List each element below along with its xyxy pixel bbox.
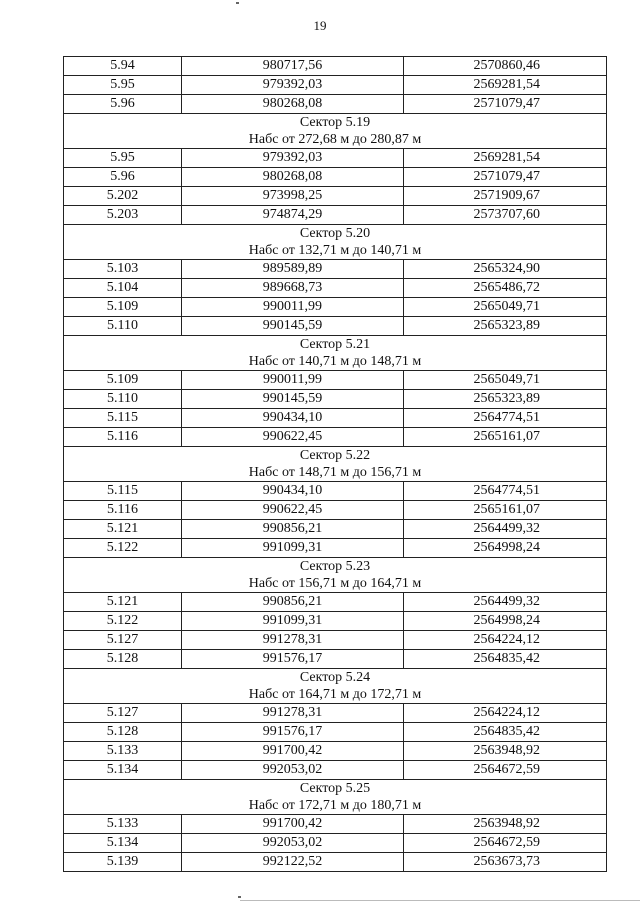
sector-header <box>64 558 607 593</box>
table-row <box>64 612 607 631</box>
point-number-cell: 5.139 <box>64 853 182 872</box>
table-row <box>64 317 607 336</box>
x-coordinate-cell: 973998,25 <box>182 187 404 206</box>
sector-title: Сектор 5.19 <box>299 115 371 130</box>
sector-height-range: Набс от 140,71 м до 148,71 м <box>248 354 422 369</box>
point-number-cell: 5.110 <box>64 390 182 409</box>
sector-title: Сектор 5.23 <box>299 559 371 574</box>
point-number-cell: 5.133 <box>64 742 182 761</box>
point-number-cell: 5.116 <box>64 501 182 520</box>
table-row <box>64 520 607 539</box>
table-row <box>64 650 607 669</box>
sector-height-range: Набс от 164,71 м до 172,71 м <box>248 687 422 702</box>
x-coordinate-cell: 979392,03 <box>182 149 404 168</box>
sector-header-row <box>64 447 607 482</box>
x-coordinate-cell: 990434,10 <box>182 482 404 501</box>
y-coordinate-cell: 2565049,71 <box>404 371 607 390</box>
sector-title: Сектор 5.25 <box>299 781 371 796</box>
sector-header-row <box>64 669 607 704</box>
table-row <box>64 761 607 780</box>
y-coordinate-cell: 2564499,32 <box>404 520 607 539</box>
y-coordinate-cell: 2565049,71 <box>404 298 607 317</box>
sector-header-row <box>64 114 607 149</box>
y-coordinate-cell: 2564774,51 <box>404 482 607 501</box>
table-row <box>64 815 607 834</box>
x-coordinate-cell: 990856,21 <box>182 520 404 539</box>
table-row <box>64 428 607 447</box>
y-coordinate-cell: 2564998,24 <box>404 612 607 631</box>
table-row <box>64 149 607 168</box>
point-number-cell: 5.96 <box>64 168 182 187</box>
y-coordinate-cell: 2563948,92 <box>404 742 607 761</box>
y-coordinate-cell: 2570860,46 <box>404 57 607 76</box>
y-coordinate-cell: 2564499,32 <box>404 593 607 612</box>
table-row <box>64 298 607 317</box>
sector-title: Сектор 5.21 <box>299 337 371 352</box>
y-coordinate-cell: 2565486,72 <box>404 279 607 298</box>
point-number-cell: 5.127 <box>64 704 182 723</box>
table-row <box>64 834 607 853</box>
sector-header-row <box>64 780 607 815</box>
point-number-cell: 5.95 <box>64 149 182 168</box>
x-coordinate-cell: 991576,17 <box>182 650 404 669</box>
x-coordinate-cell: 990434,10 <box>182 409 404 428</box>
sector-header-row <box>64 336 607 371</box>
table-row <box>64 409 607 428</box>
sector-header <box>64 669 607 704</box>
x-coordinate-cell: 979392,03 <box>182 76 404 95</box>
table-row <box>64 260 607 279</box>
x-coordinate-cell: 991700,42 <box>182 815 404 834</box>
point-number-cell: 5.122 <box>64 612 182 631</box>
x-coordinate-cell: 992053,02 <box>182 761 404 780</box>
point-number-cell: 5.115 <box>64 409 182 428</box>
table-row <box>64 76 607 95</box>
point-number-cell: 5.134 <box>64 834 182 853</box>
point-number-cell: 5.121 <box>64 593 182 612</box>
y-coordinate-cell: 2563673,73 <box>404 853 607 872</box>
y-coordinate-cell: 2573707,60 <box>404 206 607 225</box>
sector-header <box>64 780 607 815</box>
x-coordinate-cell: 991576,17 <box>182 723 404 742</box>
y-coordinate-cell: 2564774,51 <box>404 409 607 428</box>
x-coordinate-cell: 992122,52 <box>182 853 404 872</box>
y-coordinate-cell: 2571079,47 <box>404 168 607 187</box>
y-coordinate-cell: 2564998,24 <box>404 539 607 558</box>
x-coordinate-cell: 989589,89 <box>182 260 404 279</box>
page-bottom-edge <box>240 900 640 901</box>
point-number-cell: 5.127 <box>64 631 182 650</box>
y-coordinate-cell: 2569281,54 <box>404 76 607 95</box>
point-number-cell: 5.116 <box>64 428 182 447</box>
sector-header-row <box>64 558 607 593</box>
x-coordinate-cell: 991700,42 <box>182 742 404 761</box>
x-coordinate-cell: 980268,08 <box>182 95 404 114</box>
x-coordinate-cell: 990145,59 <box>182 390 404 409</box>
point-number-cell: 5.95 <box>64 76 182 95</box>
sector-height-range: Набс от 132,71 м до 140,71 м <box>248 243 422 258</box>
y-coordinate-cell: 2563948,92 <box>404 815 607 834</box>
page-number: 19 <box>313 18 327 33</box>
scan-artifact <box>238 896 241 898</box>
x-coordinate-cell: 990622,45 <box>182 501 404 520</box>
sector-height-range: Набс от 148,71 м до 156,71 м <box>248 465 422 480</box>
point-number-cell: 5.202 <box>64 187 182 206</box>
point-number-cell: 5.109 <box>64 371 182 390</box>
y-coordinate-cell: 2569281,54 <box>404 149 607 168</box>
table-row <box>64 704 607 723</box>
coordinates-table-body <box>64 57 607 872</box>
point-number-cell: 5.203 <box>64 206 182 225</box>
table-row <box>64 57 607 76</box>
y-coordinate-cell: 2571909,67 <box>404 187 607 206</box>
sector-header <box>64 225 607 260</box>
sector-header <box>64 114 607 149</box>
x-coordinate-cell: 991099,31 <box>182 539 404 558</box>
point-number-cell: 5.128 <box>64 650 182 669</box>
table-row <box>64 593 607 612</box>
point-number-cell: 5.104 <box>64 279 182 298</box>
y-coordinate-cell: 2565323,89 <box>404 317 607 336</box>
y-coordinate-cell: 2564224,12 <box>404 631 607 650</box>
x-coordinate-cell: 990622,45 <box>182 428 404 447</box>
y-coordinate-cell: 2565324,90 <box>404 260 607 279</box>
sector-height-range: Набс от 156,71 м до 164,71 м <box>248 576 422 591</box>
y-coordinate-cell: 2571079,47 <box>404 95 607 114</box>
x-coordinate-cell: 990011,99 <box>182 371 404 390</box>
point-number-cell: 5.133 <box>64 815 182 834</box>
point-number-cell: 5.128 <box>64 723 182 742</box>
point-number-cell: 5.109 <box>64 298 182 317</box>
table-row <box>64 187 607 206</box>
y-coordinate-cell: 2564224,12 <box>404 704 607 723</box>
x-coordinate-cell: 990011,99 <box>182 298 404 317</box>
y-coordinate-cell: 2565323,89 <box>404 390 607 409</box>
scan-artifact <box>236 2 239 4</box>
x-coordinate-cell: 980717,56 <box>182 57 404 76</box>
table-row <box>64 168 607 187</box>
table-row <box>64 853 607 872</box>
x-coordinate-cell: 991278,31 <box>182 631 404 650</box>
y-coordinate-cell: 2564835,42 <box>404 650 607 669</box>
point-number-cell: 5.115 <box>64 482 182 501</box>
coordinates-table <box>63 56 607 872</box>
sector-title: Сектор 5.24 <box>299 670 371 685</box>
table-row <box>64 390 607 409</box>
table-row <box>64 95 607 114</box>
sector-title: Сектор 5.20 <box>299 226 371 241</box>
point-number-cell: 5.96 <box>64 95 182 114</box>
x-coordinate-cell: 992053,02 <box>182 834 404 853</box>
x-coordinate-cell: 990145,59 <box>182 317 404 336</box>
point-number-cell: 5.110 <box>64 317 182 336</box>
point-number-cell: 5.122 <box>64 539 182 558</box>
sector-title: Сектор 5.22 <box>299 448 371 463</box>
point-number-cell: 5.103 <box>64 260 182 279</box>
table-row <box>64 539 607 558</box>
table-row <box>64 371 607 390</box>
x-coordinate-cell: 991099,31 <box>182 612 404 631</box>
sector-header-row <box>64 225 607 260</box>
table-row <box>64 723 607 742</box>
y-coordinate-cell: 2565161,07 <box>404 428 607 447</box>
y-coordinate-cell: 2565161,07 <box>404 501 607 520</box>
y-coordinate-cell: 2564672,59 <box>404 834 607 853</box>
y-coordinate-cell: 2564835,42 <box>404 723 607 742</box>
table-row <box>64 501 607 520</box>
sector-header <box>64 336 607 371</box>
sector-height-range: Набс от 272,68 м до 280,87 м <box>248 132 422 147</box>
point-number-cell: 5.94 <box>64 57 182 76</box>
table-row <box>64 742 607 761</box>
x-coordinate-cell: 990856,21 <box>182 593 404 612</box>
table-row <box>64 206 607 225</box>
point-number-cell: 5.121 <box>64 520 182 539</box>
table-row <box>64 279 607 298</box>
point-number-cell: 5.134 <box>64 761 182 780</box>
table-row <box>64 631 607 650</box>
x-coordinate-cell: 989668,73 <box>182 279 404 298</box>
sector-height-range: Набс от 172,71 м до 180,71 м <box>248 798 422 813</box>
x-coordinate-cell: 980268,08 <box>182 168 404 187</box>
x-coordinate-cell: 974874,29 <box>182 206 404 225</box>
table-row <box>64 482 607 501</box>
x-coordinate-cell: 991278,31 <box>182 704 404 723</box>
y-coordinate-cell: 2564672,59 <box>404 761 607 780</box>
sector-header <box>64 447 607 482</box>
